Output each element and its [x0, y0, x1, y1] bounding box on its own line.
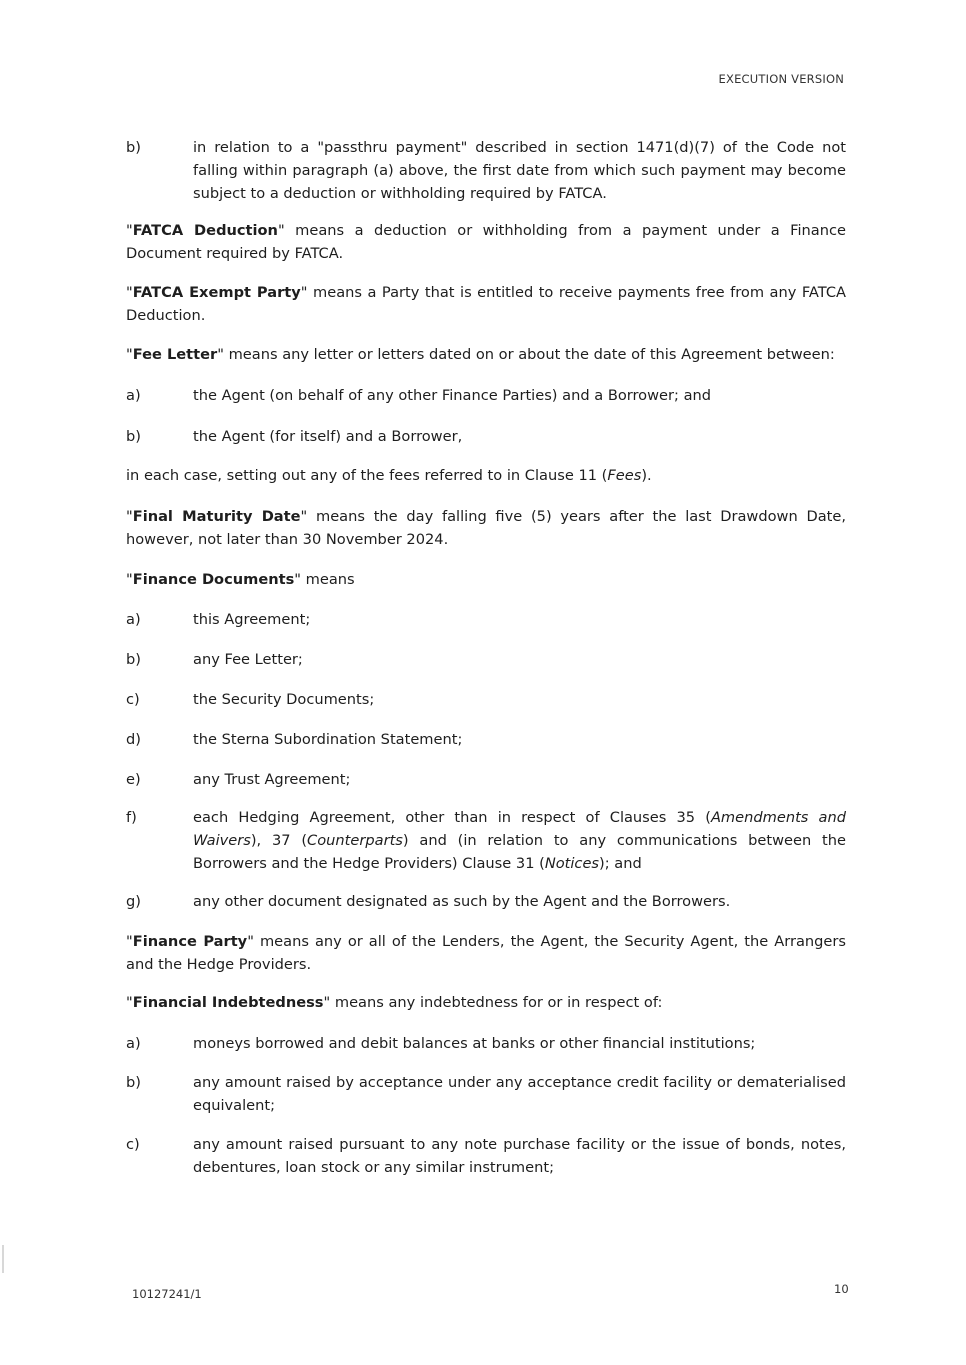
list-item	[126, 384, 846, 407]
definition-text: means any letter or letters dated on or about the date of this Agreement between:	[223, 346, 835, 363]
list-text: any other document designated as such by the Agent and the Borrowers.	[193, 893, 731, 910]
fee-letter-closing	[126, 464, 846, 487]
list-item	[126, 1071, 846, 1117]
definition-final-maturity-date: "Final Maturity Date" means the day falling five (5) years after the last Drawdown Date, however, not later than 30 November 2024.	[126, 508, 846, 548]
list-text: any Trust Agreement;	[193, 771, 351, 788]
list-text: moneys borrowed and debit balances at banks or other financial institutions;	[193, 1035, 756, 1052]
list-item	[126, 608, 846, 631]
definition-fatca-exempt-party: "FATCA Exempt Party" means a Party that is entitled to receive payments free from any FATCA Deduction.	[126, 284, 847, 324]
list-item	[126, 425, 846, 448]
list-marker: f)	[126, 809, 137, 826]
closing-text: in each case, setting out any of the fees referred to in Clause 11 (	[126, 467, 608, 484]
definition-text: means any or all of the Lenders, the Agent, the Security Agent, the Arrangers and the Hedge Providers.	[126, 933, 846, 973]
clause-reference: Amendments and Waivers	[193, 809, 846, 849]
list-text: this Agreement;	[193, 611, 311, 628]
clause-reference: Notices	[544, 855, 600, 872]
list-text: any Fee Letter;	[193, 651, 303, 668]
list-marker: g)	[126, 893, 141, 910]
closing-text-end: ).	[641, 467, 652, 484]
defined-term: Financial Indebtedness	[132, 994, 324, 1011]
list-marker: a)	[126, 1035, 141, 1052]
definition-text: means any indebtedness for or in respect of:	[330, 994, 663, 1011]
list-marker: b)	[126, 1074, 141, 1091]
page-number: 10	[834, 1282, 849, 1296]
list-item	[126, 648, 846, 671]
definition-finance-party: "Finance Party" means any or all of the Lenders, the Agent, the Security Agent, the Arrangers and the Hedge Providers.	[126, 933, 846, 973]
definition-text: means the day falling five (5) years after the last Drawdown Date, however, not later than 30 November 2024.	[126, 508, 846, 548]
definition-text: means a deduction or withholding from a payment under a Finance Document required by FATCA.	[126, 222, 847, 262]
defined-term: FATCA Exempt Party	[132, 284, 301, 301]
clause-reference: Fees	[607, 467, 642, 484]
execution-version-header: EXECUTION VERSION	[718, 72, 844, 86]
list-text: in relation to a "passthru payment" described in section 1471(d)(7) of the Code not falling within paragraph (a) above, the first date from which such payment may become subject to a deduction or withholding required by FATCA.	[193, 139, 846, 202]
list-marker: d)	[126, 731, 141, 748]
list-text: the Sterna Subordination Statement;	[193, 731, 463, 748]
document-reference: 10127241/1	[132, 1287, 202, 1301]
definition-fatca-deduction: "FATCA Deduction" means a deduction or withholding from a payment under a Finance Document required by FATCA.	[126, 222, 847, 262]
clause-reference: Counterparts	[307, 832, 403, 849]
list-item	[126, 688, 846, 711]
list-marker: b)	[126, 139, 141, 156]
list-item	[126, 806, 846, 875]
list-item	[126, 1133, 846, 1179]
list-marker: a)	[126, 387, 141, 404]
definition-finance-documents: "Finance Documents" means	[126, 571, 355, 588]
list-marker: e)	[126, 771, 141, 788]
list-item	[126, 728, 846, 751]
definition-financial-indebtedness: "Financial Indebtedness" means any indebtedness for or in respect of:	[126, 994, 663, 1011]
list-marker: a)	[126, 611, 141, 628]
list-text: any amount raised by acceptance under any acceptance credit facility or dematerialised equivalent;	[193, 1074, 846, 1114]
defined-term: Final Maturity Date	[132, 508, 301, 525]
list-item	[126, 1032, 846, 1055]
definition-text: means a Party that is entitled to receive payments free from any FATCA Deduction.	[126, 284, 847, 324]
defined-term: Finance Documents	[132, 571, 295, 588]
list-item	[126, 890, 846, 913]
defined-term: Finance Party	[132, 933, 248, 950]
list-marker: c)	[126, 691, 140, 708]
list-text: the Agent (for itself) and a Borrower,	[193, 428, 463, 445]
defined-term: Fee Letter	[132, 346, 218, 363]
list-text: any amount raised pursuant to any note purchase facility or the issue of bonds, notes, debentures, loan stock or any similar instrument;	[193, 1136, 846, 1176]
definition-fee-letter: "Fee Letter" means any letter or letters dated on or about the date of this Agreement between:	[126, 346, 835, 363]
list-marker: b)	[126, 428, 141, 445]
list-marker: b)	[126, 651, 141, 668]
list-text: each Hedging Agreement, other than in respect of Clauses 35 (Amendments and Waivers), 37 (Counterparts) and (in relation to any communications between the Borrowers and the Hedge Providers) Clause 31 (Notices); and	[193, 809, 846, 872]
defined-term: FATCA Deduction	[132, 222, 278, 239]
list-marker: c)	[126, 1136, 140, 1153]
list-item	[126, 768, 846, 791]
list-text: the Security Documents;	[193, 691, 375, 708]
list-item	[126, 136, 846, 205]
definition-text: means	[301, 571, 355, 588]
list-text: the Agent (on behalf of any other Finance Parties) and a Borrower; and	[193, 387, 712, 404]
scan-artifact	[2, 1245, 4, 1273]
